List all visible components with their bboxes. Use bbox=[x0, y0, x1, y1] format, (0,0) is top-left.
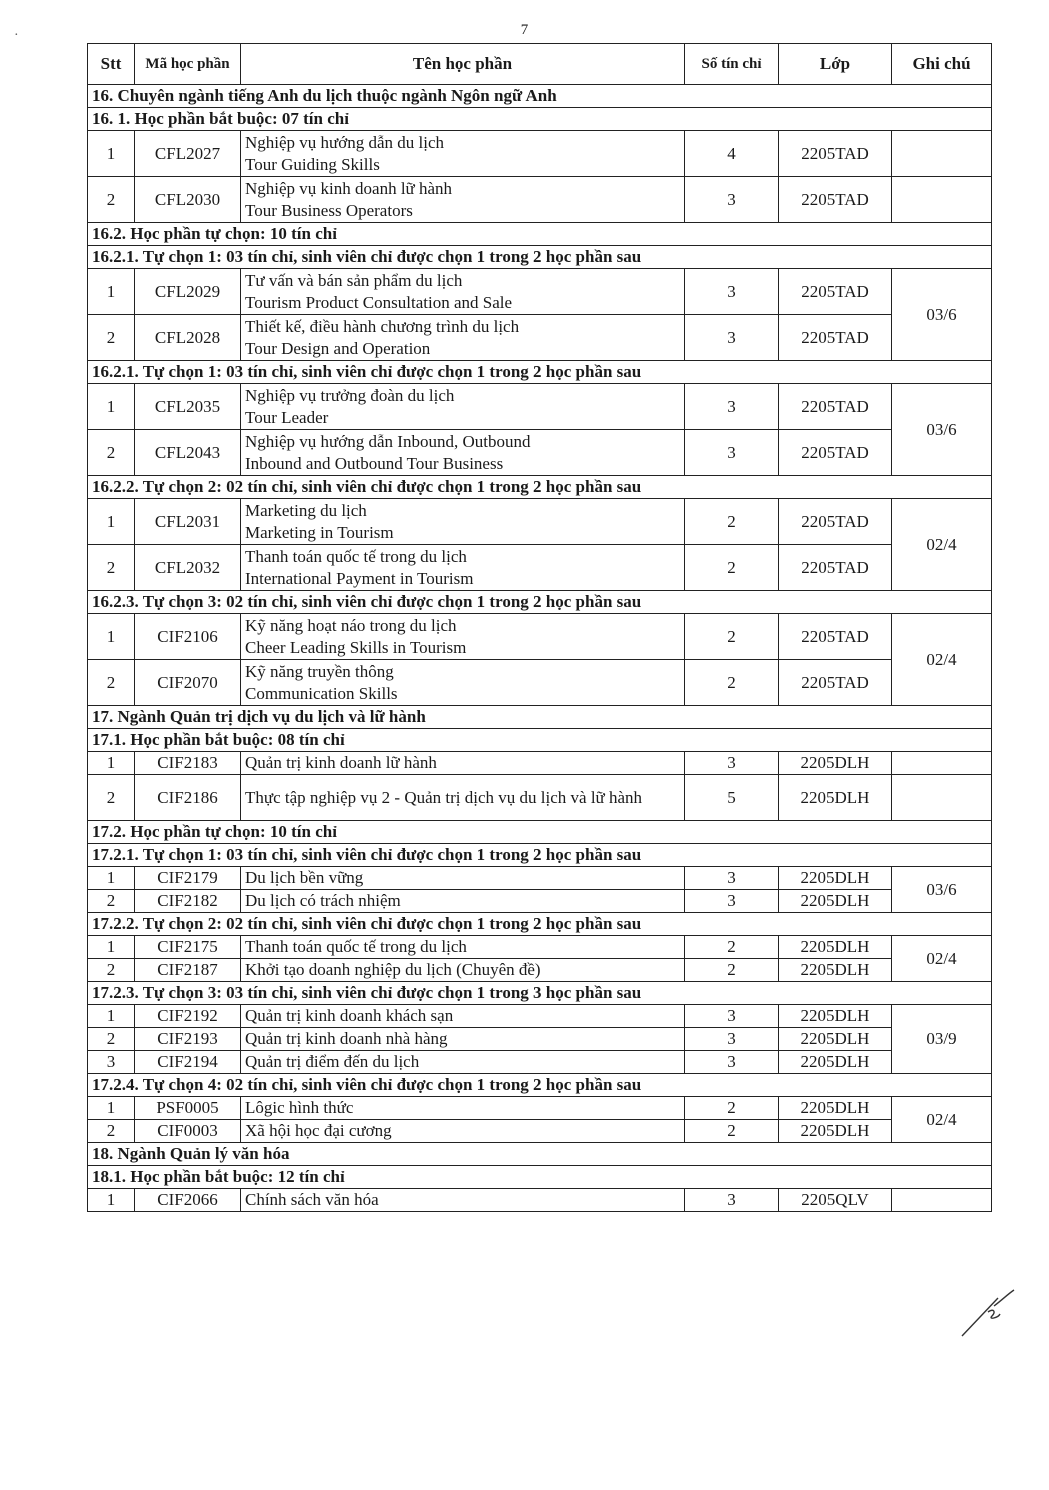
cell-credits: 3 bbox=[685, 890, 779, 913]
cell-stt: 1 bbox=[88, 867, 135, 890]
table-row bbox=[88, 660, 992, 706]
cell-course-name bbox=[241, 1051, 685, 1074]
cell-stt: 1 bbox=[88, 499, 135, 545]
course-table bbox=[87, 43, 992, 1212]
table-body bbox=[88, 85, 992, 1212]
course-name-vi: Du lịch bền vững bbox=[245, 868, 364, 887]
cell-course-name bbox=[241, 1097, 685, 1120]
cell-stt: 2 bbox=[88, 775, 135, 821]
section-heading: 17.2.4. Tự chọn 4: 02 tín chỉ, sinh viên chỉ được chọn 1 trong 2 học phần sau bbox=[88, 1074, 992, 1097]
table-row bbox=[88, 775, 992, 821]
course-name-en: Tour Business Operators bbox=[245, 200, 413, 220]
cell-stt: 1 bbox=[88, 752, 135, 775]
signature-mark bbox=[958, 1280, 1028, 1350]
cell-credits: 3 bbox=[685, 177, 779, 223]
cell-course-name bbox=[241, 867, 685, 890]
cell-stt: 2 bbox=[88, 660, 135, 706]
cell-course-name bbox=[241, 499, 685, 545]
cell-course-name bbox=[241, 131, 685, 177]
course-name-vi: Lôgic hình thức bbox=[245, 1098, 354, 1117]
cell-note: 03/6 bbox=[892, 384, 992, 476]
cell-course-code: CFL2031 bbox=[135, 499, 241, 545]
course-name-en: Cheer Leading Skills in Tourism bbox=[245, 637, 467, 657]
course-name-vi: Nghiệp vụ kinh doanh lữ hành bbox=[245, 178, 453, 198]
table-row bbox=[88, 1028, 992, 1051]
course-name-vi: Kỹ năng truyền thông bbox=[245, 661, 394, 681]
section-heading: 17.2.1. Tự chọn 1: 03 tín chỉ, sinh viên chỉ được chọn 1 trong 2 học phần sau bbox=[88, 844, 992, 867]
cell-credits: 3 bbox=[685, 1005, 779, 1028]
cell-credits: 3 bbox=[685, 752, 779, 775]
table-row bbox=[88, 890, 992, 913]
course-name-vi: Quản trị kinh doanh nhà hàng bbox=[245, 1029, 448, 1048]
cell-credits: 3 bbox=[685, 269, 779, 315]
cell-credits: 2 bbox=[685, 614, 779, 660]
cell-stt: 2 bbox=[88, 890, 135, 913]
cell-class: 2205DLH bbox=[779, 1097, 892, 1120]
cell-course-code: CFL2032 bbox=[135, 545, 241, 591]
cell-stt: 2 bbox=[88, 315, 135, 361]
course-name-en: Tourism Product Consultation and Sale bbox=[245, 292, 513, 312]
section-row bbox=[88, 821, 992, 844]
cell-class: 2205TAD bbox=[779, 545, 892, 591]
cell-stt: 3 bbox=[88, 1051, 135, 1074]
course-name-en: Communication Skills bbox=[245, 683, 398, 703]
section-row bbox=[88, 1074, 992, 1097]
cell-credits: 3 bbox=[685, 315, 779, 361]
cell-course-name bbox=[241, 936, 685, 959]
course-name-vi: Du lịch có trách nhiệm bbox=[245, 891, 401, 910]
course-name-vi: Nghiệp vụ trưởng đoàn du lịch bbox=[245, 385, 455, 405]
cell-stt: 2 bbox=[88, 545, 135, 591]
table-row bbox=[88, 1189, 992, 1212]
cell-class: 2205TAD bbox=[779, 177, 892, 223]
cell-course-code: CIF0003 bbox=[135, 1120, 241, 1143]
cell-course-code: CIF2193 bbox=[135, 1028, 241, 1051]
cell-course-code: CIF2182 bbox=[135, 890, 241, 913]
course-name-vi: Kỹ năng hoạt náo trong du lịch bbox=[245, 615, 457, 635]
cell-class: 2205TAD bbox=[779, 315, 892, 361]
cell-class: 2205TAD bbox=[779, 499, 892, 545]
cell-class: 2205DLH bbox=[779, 890, 892, 913]
cell-course-code: CFL2035 bbox=[135, 384, 241, 430]
course-name-vi: Quản trị kinh doanh lữ hành bbox=[245, 753, 437, 772]
cell-stt: 1 bbox=[88, 936, 135, 959]
table-row bbox=[88, 936, 992, 959]
section-heading: 17. Ngành Quản trị dịch vụ du lịch và lữ hành bbox=[88, 706, 992, 729]
cell-credits: 3 bbox=[685, 384, 779, 430]
cell-note: 02/4 bbox=[892, 936, 992, 982]
cell-class: 2205TAD bbox=[779, 660, 892, 706]
table-header-row bbox=[88, 44, 992, 85]
course-name-vi: Chính sách văn hóa bbox=[245, 1190, 379, 1209]
course-name-en: Marketing in Tourism bbox=[245, 522, 394, 542]
cell-credits: 2 bbox=[685, 959, 779, 982]
cell-credits: 3 bbox=[685, 1189, 779, 1212]
cell-class: 2205DLH bbox=[779, 1120, 892, 1143]
cell-stt: 1 bbox=[88, 269, 135, 315]
cell-credits: 2 bbox=[685, 499, 779, 545]
cell-stt: 1 bbox=[88, 1097, 135, 1120]
cell-course-name bbox=[241, 384, 685, 430]
header-ma-hoc-phan: Mã học phần bbox=[135, 44, 241, 85]
cell-course-code: CIF2179 bbox=[135, 867, 241, 890]
section-heading: 16. Chuyên ngành tiếng Anh du lịch thuộc ngành Ngôn ngữ Anh bbox=[88, 85, 992, 108]
cell-course-code: CFL2030 bbox=[135, 177, 241, 223]
cell-stt: 1 bbox=[88, 1189, 135, 1212]
header-ten-hoc-phan: Tên học phần bbox=[241, 44, 685, 85]
cell-course-name bbox=[241, 890, 685, 913]
cell-course-name bbox=[241, 775, 685, 821]
table-row bbox=[88, 1120, 992, 1143]
section-row bbox=[88, 476, 992, 499]
section-heading: 16.2.1. Tự chọn 1: 03 tín chỉ, sinh viên chỉ được chọn 1 trong 2 học phần sau bbox=[88, 246, 992, 269]
course-name-vi: Nghiệp vụ hướng dẫn Inbound, Outbound bbox=[245, 431, 531, 451]
scan-mark: · bbox=[14, 28, 19, 43]
cell-course-code: CIF2194 bbox=[135, 1051, 241, 1074]
header-stt: Stt bbox=[88, 44, 135, 85]
cell-class: 2205DLH bbox=[779, 1005, 892, 1028]
table-row bbox=[88, 1005, 992, 1028]
course-name-en: Tour Leader bbox=[245, 407, 329, 427]
course-name-en: Tour Guiding Skills bbox=[245, 154, 380, 174]
section-row bbox=[88, 913, 992, 936]
table-row bbox=[88, 315, 992, 361]
cell-note bbox=[892, 177, 992, 223]
table-row bbox=[88, 752, 992, 775]
cell-class: 2205TAD bbox=[779, 131, 892, 177]
cell-credits: 2 bbox=[685, 545, 779, 591]
course-name-vi: Xã hội học đại cương bbox=[245, 1121, 392, 1140]
cell-course-code: CIF2192 bbox=[135, 1005, 241, 1028]
section-row bbox=[88, 982, 992, 1005]
cell-class: 2205TAD bbox=[779, 269, 892, 315]
table-row bbox=[88, 1051, 992, 1074]
cell-course-code: CFL2043 bbox=[135, 430, 241, 476]
section-heading: 16.2.3. Tự chọn 3: 02 tín chỉ, sinh viên chỉ được chọn 1 trong 2 học phần sau bbox=[88, 591, 992, 614]
cell-stt: 2 bbox=[88, 430, 135, 476]
section-heading: 17.2.2. Tự chọn 2: 02 tín chỉ, sinh viên chỉ được chọn 1 trong 2 học phần sau bbox=[88, 913, 992, 936]
cell-credits: 2 bbox=[685, 660, 779, 706]
cell-class: 2205DLH bbox=[779, 1051, 892, 1074]
table-row bbox=[88, 614, 992, 660]
course-name-vi: Thanh toán quốc tế trong du lịch bbox=[245, 546, 467, 566]
section-row bbox=[88, 223, 992, 246]
section-row bbox=[88, 108, 992, 131]
cell-stt: 2 bbox=[88, 1120, 135, 1143]
cell-class: 2205DLH bbox=[779, 867, 892, 890]
cell-stt: 1 bbox=[88, 614, 135, 660]
section-heading: 18.1. Học phần bắt buộc: 12 tín chỉ bbox=[88, 1166, 992, 1189]
cell-course-name bbox=[241, 1120, 685, 1143]
cell-note bbox=[892, 1189, 992, 1212]
table-row bbox=[88, 177, 992, 223]
cell-credits: 5 bbox=[685, 775, 779, 821]
cell-credits: 2 bbox=[685, 1120, 779, 1143]
section-heading: 17.1. Học phần bắt buộc: 08 tín chỉ bbox=[88, 729, 992, 752]
table-row bbox=[88, 545, 992, 591]
cell-class: 2205DLH bbox=[779, 775, 892, 821]
header-so-tin-chi: Số tín chỉ bbox=[685, 44, 779, 85]
cell-note bbox=[892, 752, 992, 775]
table-row bbox=[88, 430, 992, 476]
cell-class: 2205TAD bbox=[779, 430, 892, 476]
table-row bbox=[88, 131, 992, 177]
cell-stt: 2 bbox=[88, 177, 135, 223]
cell-course-name bbox=[241, 177, 685, 223]
cell-note: 02/4 bbox=[892, 499, 992, 591]
cell-stt: 2 bbox=[88, 1028, 135, 1051]
section-heading: 16.2. Học phần tự chọn: 10 tín chỉ bbox=[88, 223, 992, 246]
course-name-vi: Khởi tạo doanh nghiệp du lịch (Chuyên đề) bbox=[245, 960, 541, 979]
section-row bbox=[88, 361, 992, 384]
table-row bbox=[88, 269, 992, 315]
section-heading: 18. Ngành Quản lý văn hóa bbox=[88, 1143, 992, 1166]
course-name-en: Inbound and Outbound Tour Business bbox=[245, 453, 504, 473]
cell-note: 03/6 bbox=[892, 867, 992, 913]
section-heading: 17.2.3. Tự chọn 3: 03 tín chỉ, sinh viên chỉ được chọn 1 trong 3 học phần sau bbox=[88, 982, 992, 1005]
cell-credits: 3 bbox=[685, 1051, 779, 1074]
table-row bbox=[88, 1097, 992, 1120]
section-row bbox=[88, 1166, 992, 1189]
cell-course-name bbox=[241, 269, 685, 315]
cell-class: 2205DLH bbox=[779, 959, 892, 982]
cell-course-name bbox=[241, 315, 685, 361]
cell-stt: 1 bbox=[88, 384, 135, 430]
cell-credits: 3 bbox=[685, 430, 779, 476]
cell-class: 2205DLH bbox=[779, 752, 892, 775]
cell-course-code: CIF2183 bbox=[135, 752, 241, 775]
cell-course-name bbox=[241, 1028, 685, 1051]
cell-credits: 3 bbox=[685, 867, 779, 890]
cell-course-name bbox=[241, 1005, 685, 1028]
table-row bbox=[88, 499, 992, 545]
cell-note bbox=[892, 775, 992, 821]
cell-course-name bbox=[241, 430, 685, 476]
table-row bbox=[88, 959, 992, 982]
course-name-vi: Quản trị điểm đến du lịch bbox=[245, 1052, 420, 1071]
cell-course-code: CFL2027 bbox=[135, 131, 241, 177]
table-row bbox=[88, 384, 992, 430]
cell-course-name bbox=[241, 1189, 685, 1212]
section-row bbox=[88, 729, 992, 752]
cell-course-name bbox=[241, 614, 685, 660]
cell-credits: 3 bbox=[685, 1028, 779, 1051]
header-ghi-chu: Ghi chú bbox=[892, 44, 992, 85]
cell-class: 2205QLV bbox=[779, 1189, 892, 1212]
course-name-vi: Thiết kế, điều hành chương trình du lịch bbox=[245, 316, 520, 336]
cell-note: 03/6 bbox=[892, 269, 992, 361]
cell-course-code: CIF2106 bbox=[135, 614, 241, 660]
section-row bbox=[88, 706, 992, 729]
cell-note: 02/4 bbox=[892, 614, 992, 706]
cell-class: 2205TAD bbox=[779, 384, 892, 430]
cell-course-name bbox=[241, 959, 685, 982]
section-row bbox=[88, 85, 992, 108]
page-number: 7 bbox=[520, 22, 529, 38]
section-heading: 16.2.1. Tự chọn 1: 03 tín chỉ, sinh viên chỉ được chọn 1 trong 2 học phần sau bbox=[88, 361, 992, 384]
cell-note: 03/9 bbox=[892, 1005, 992, 1074]
cell-class: 2205TAD bbox=[779, 614, 892, 660]
section-row bbox=[88, 246, 992, 269]
section-row bbox=[88, 591, 992, 614]
cell-stt: 1 bbox=[88, 1005, 135, 1028]
course-name-en: Tour Design and Operation bbox=[245, 338, 431, 358]
cell-class: 2205DLH bbox=[779, 1028, 892, 1051]
course-name-en: International Payment in Tourism bbox=[245, 568, 474, 588]
course-name-vi: Marketing du lịch bbox=[245, 500, 367, 520]
course-name-vi: Quản trị kinh doanh khách sạn bbox=[245, 1006, 454, 1025]
cell-class: 2205DLH bbox=[779, 936, 892, 959]
cell-credits: 2 bbox=[685, 936, 779, 959]
cell-course-name bbox=[241, 752, 685, 775]
cell-course-name bbox=[241, 545, 685, 591]
cell-course-code: PSF0005 bbox=[135, 1097, 241, 1120]
course-name-vi: Thanh toán quốc tế trong du lịch bbox=[245, 937, 467, 956]
cell-course-code: CIF2070 bbox=[135, 660, 241, 706]
cell-stt: 1 bbox=[88, 131, 135, 177]
course-name-vi: Tư vấn và bán sản phẩm du lịch bbox=[245, 270, 463, 290]
cell-course-code: CIF2187 bbox=[135, 959, 241, 982]
table-row bbox=[88, 867, 992, 890]
section-row bbox=[88, 1143, 992, 1166]
cell-stt: 2 bbox=[88, 959, 135, 982]
section-heading: 17.2. Học phần tự chọn: 10 tín chỉ bbox=[88, 821, 992, 844]
cell-course-code: CFL2028 bbox=[135, 315, 241, 361]
cell-credits: 2 bbox=[685, 1097, 779, 1120]
section-row bbox=[88, 844, 992, 867]
cell-course-code: CIF2066 bbox=[135, 1189, 241, 1212]
cell-course-name bbox=[241, 660, 685, 706]
section-heading: 16.2.2. Tự chọn 2: 02 tín chỉ, sinh viên chỉ được chọn 1 trong 2 học phần sau bbox=[88, 476, 992, 499]
cell-note: 02/4 bbox=[892, 1097, 992, 1143]
cell-course-code: CFL2029 bbox=[135, 269, 241, 315]
cell-course-code: CIF2186 bbox=[135, 775, 241, 821]
header-lop: Lớp bbox=[779, 44, 892, 85]
cell-course-code: CIF2175 bbox=[135, 936, 241, 959]
section-heading: 16. 1. Học phần bắt buộc: 07 tín chỉ bbox=[88, 108, 992, 131]
cell-note bbox=[892, 131, 992, 177]
course-name-vi: Thực tập nghiệp vụ 2 - Quản trị dịch vụ du lịch và lữ hành bbox=[245, 787, 643, 807]
cell-credits: 4 bbox=[685, 131, 779, 177]
course-name-vi: Nghiệp vụ hướng dẫn du lịch bbox=[245, 132, 445, 152]
